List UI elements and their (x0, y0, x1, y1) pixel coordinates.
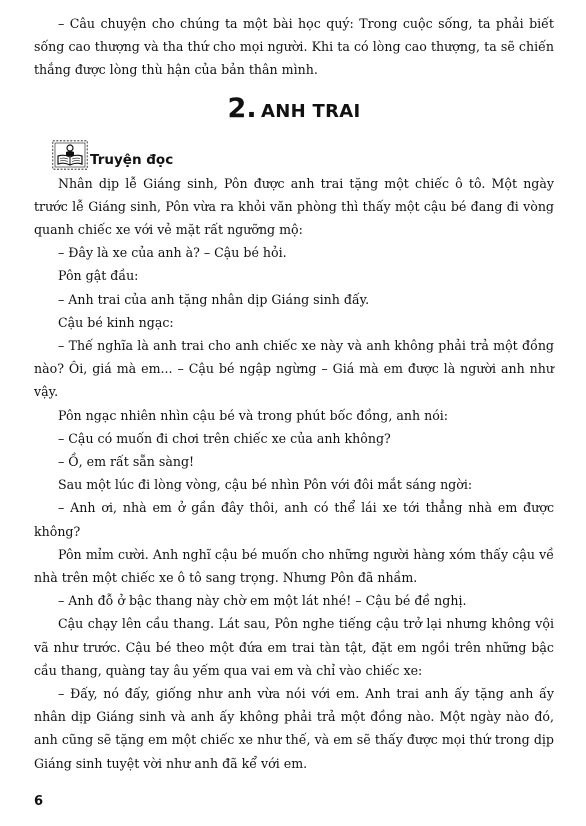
story-paragraph: – Anh trai của anh tặng nhân dịp Giáng sinh đấy. (58, 291, 370, 307)
chapter-title-text: ANH TRAI (260, 100, 361, 122)
story-paragraph: Nhân dịp lễ Giáng sinh, Pôn được anh trai tặng một chiếc ô tô. Một ngày trước lễ Giáng sinh, Pôn vừa ra khỏi văn phòng thì thấy một cậu bé đang đi vòng quanh chiếc xe với vẻ mặt rất ngưỡng mộ: (34, 175, 554, 238)
page-number: 6 (34, 794, 44, 809)
story-paragraph: – Anh đỗ ở bậc thang này chờ em một lát nhé! – Cậu bé đề nghị. (58, 593, 467, 609)
story-paragraph: – Thế nghĩa là anh trai cho anh chiếc xe này và anh không phải trả một đồng nào? Ôi, giá mà em... – Cậu bé ngập ngừng – Giá mà em được là người anh như vậy. (34, 338, 554, 400)
story-paragraph: Cậu bé kinh ngạc: (58, 314, 174, 330)
story-body (34, 172, 554, 775)
section-heading (52, 138, 554, 170)
story-paragraph: Pôn ngạc nhiên nhìn cậu bé và trong phút bốc đồng, anh nói: (58, 407, 449, 423)
story-paragraph: – Đấy, nó đấy, giống như anh vừa nói với em. Anh trai anh ấy tặng anh ấy nhân dịp Giáng sinh và anh ấy không phải trả một đồng nào. Một ngày nào đó, anh cũng sẽ tặng em một chiếc xe như thế, và em sẽ thấy được mọi thứ trong dịp Giáng sinh tuyệt vời như anh đã kể với em. (34, 686, 554, 771)
book-reading-icon (52, 140, 88, 170)
story-paragraph: – Anh ơi, nhà em ở gần đây thôi, anh có thể lái xe tới thẳng nhà em được không? (34, 500, 554, 539)
intro-paragraph-rest: sống cao thượng và tha thứ cho mọi người. Khi ta có lòng cao thượng, ta sẽ chiến thắng được lòng thù hận của bản thân mình. (34, 39, 554, 78)
chapter-title (34, 94, 554, 128)
chapter-number: 2. (227, 92, 257, 124)
intro-paragraph-line1: – Câu chuyện cho chúng ta một bài học quý: Trong cuộc sống, ta phải biết (58, 16, 554, 31)
story-paragraph: – Đây là xe của anh à? – Cậu bé hỏi. (58, 245, 287, 261)
section-label: Truyện đọc (90, 151, 174, 168)
story-paragraph: Sau một lúc đi lòng vòng, cậu bé nhìn Pôn với đôi mắt sáng ngời: (58, 477, 473, 493)
story-paragraph: Cậu chạy lên cầu thang. Lát sau, Pôn nghe tiếng cậu trở lại nhưng không vội vã như trước. Cậu bé theo một đứa em trai tàn tật, đặt em ngồi trên những bậc cầu thang, quàng tay âu yếm qua vai em và chỉ vào chiếc xe: (34, 616, 554, 678)
story-paragraph: – Ồ, em rất sẵn sàng! (58, 454, 195, 470)
story-paragraph: Pôn mỉm cười. Anh nghĩ cậu bé muốn cho những người hàng xóm thấy cậu về nhà trên một chiếc xe ô tô sang trọng. Nhưng Pôn đã nhầm. (34, 546, 554, 586)
story-paragraph: Pôn gật đầu: (58, 268, 139, 284)
intro-paragraph (34, 12, 554, 82)
story-paragraph: – Cậu có muốn đi chơi trên chiếc xe của anh không? (58, 430, 391, 446)
